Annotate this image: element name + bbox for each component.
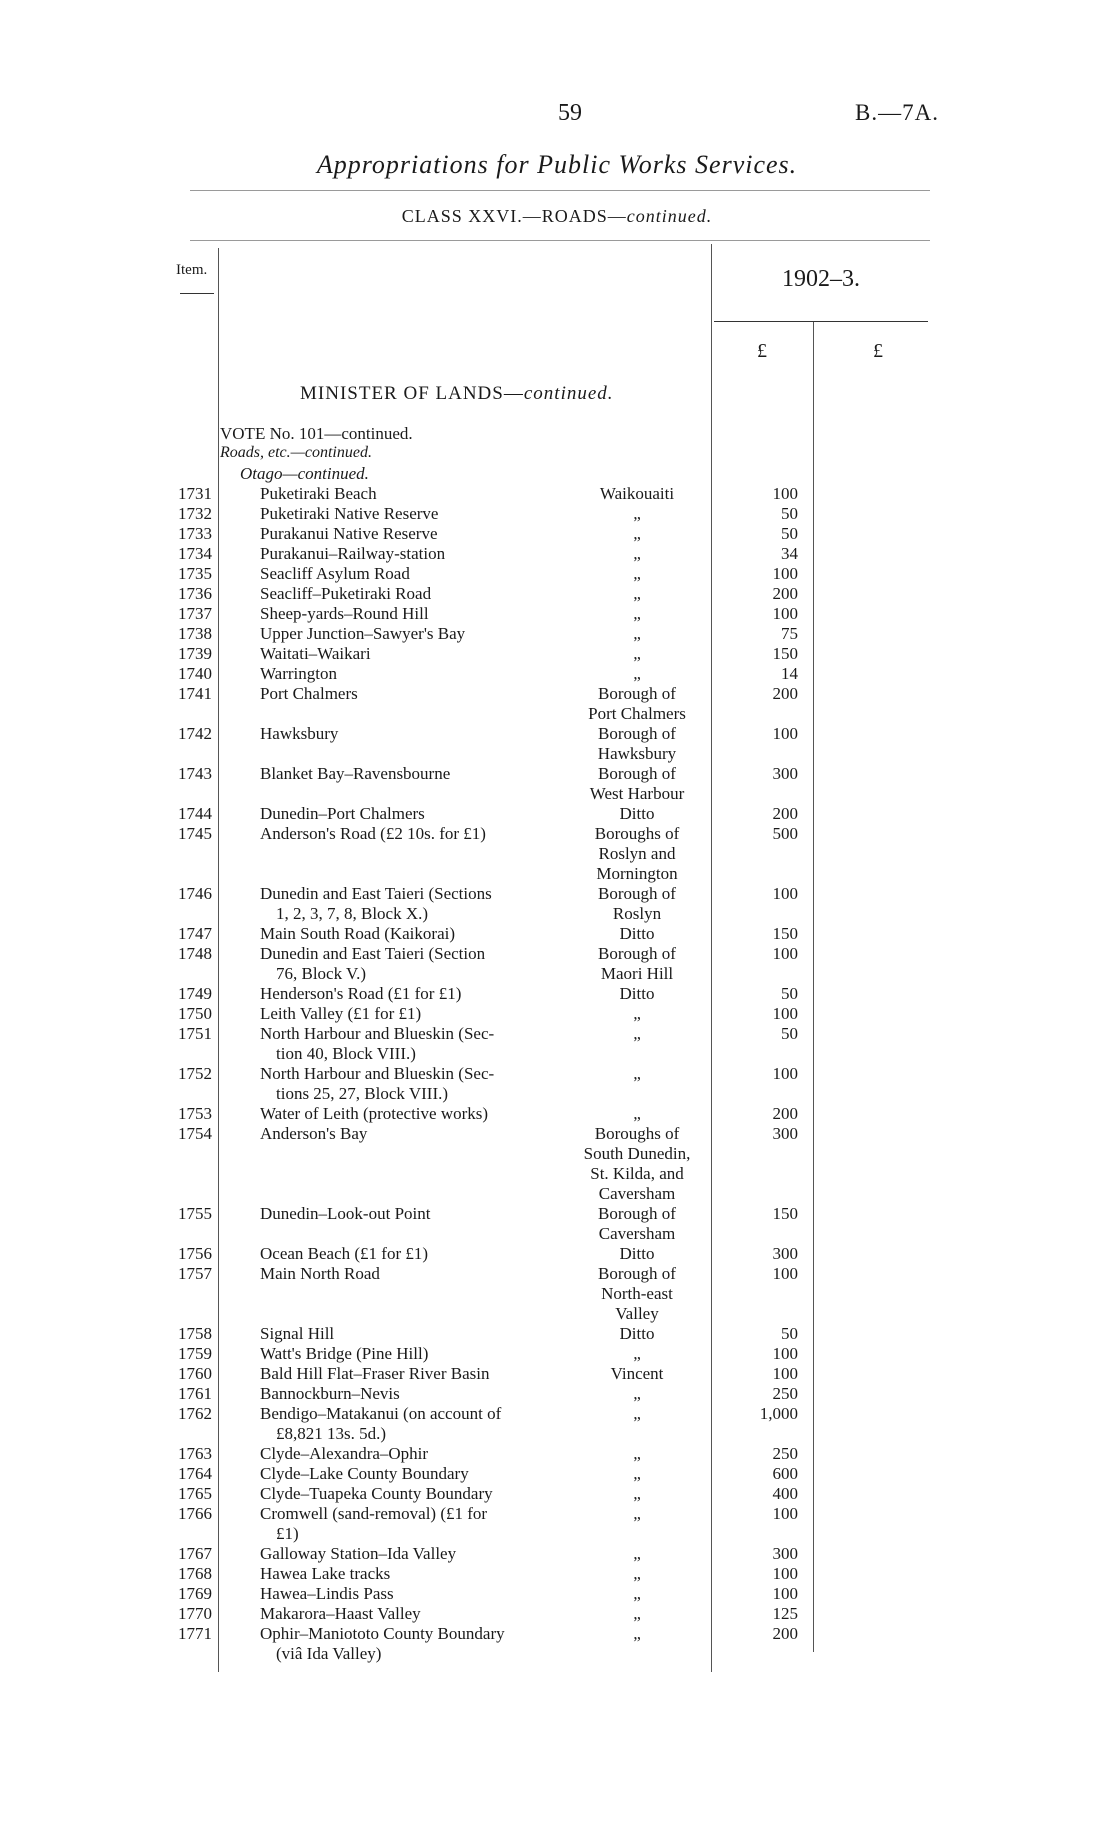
road-description [260,1404,570,1444]
description-line: Cromwell (sand-removal) (£1 for [260,1504,488,1523]
road-description [260,824,570,844]
road-description [260,644,570,664]
item-number: 1740 [178,664,212,683]
district-name [568,1364,706,1384]
item-number: 1757 [178,1264,212,1283]
item-number: 1758 [178,1324,212,1343]
district-name [568,824,706,884]
item-number: 1742 [178,724,212,743]
amount-value: 150 [772,644,798,663]
district-name [568,1324,706,1344]
district-heading: Otago—continued. [240,464,369,483]
roads-heading: Roads, etc.—continued. [220,444,372,461]
description-line: Watt's Bridge (Pine Hill) [260,1344,429,1363]
district-name [568,504,706,524]
item-column-divider [218,248,219,1672]
district-line: Waikouaiti [599,484,675,503]
item-number: 1739 [178,644,212,663]
district-line: „ [633,1064,641,1083]
description-line: Main North Road [260,1264,380,1283]
amount-value: 100 [772,1504,798,1523]
district-line: Boroughs of [594,824,680,843]
district-line: „ [633,1344,641,1363]
district-name [568,1064,706,1084]
item-number: 1761 [178,1384,212,1403]
district-line: „ [633,644,641,663]
amount-value: 50 [781,504,798,523]
district-name [568,584,706,604]
description-line: Dunedin–Look-out Point [260,1204,431,1223]
district-name [568,644,706,664]
item-number: 1765 [178,1484,212,1503]
description-line: Hawea–Lindis Pass [260,1584,394,1603]
minister-heading: MINISTER OF LANDS—continued. [300,383,614,404]
amount-value: 50 [781,1024,798,1043]
amount-value: 100 [772,564,798,583]
amount-value: 300 [772,764,798,783]
district-line: Hawksbury [597,744,677,763]
district-name [568,544,706,564]
amount-value: 250 [772,1384,798,1403]
district-name [568,1404,706,1424]
district-name [568,724,706,764]
item-number: 1741 [178,684,212,703]
district-line: South Dunedin, [583,1144,691,1163]
district-name [568,624,706,644]
district-line: Borough of [598,944,676,963]
district-name [568,764,706,804]
title-rule [190,190,930,191]
district-line: Port Chalmers [588,704,686,723]
description-line: Hawksbury [260,724,339,743]
road-description [260,1104,570,1124]
road-description [260,604,570,624]
district-line: „ [633,564,641,583]
district-name [568,604,706,624]
district-line: Valley [615,1304,659,1323]
road-description [260,764,570,784]
item-column-header: Item. [176,262,208,278]
description-line: Hawea Lake tracks [260,1564,391,1583]
item-number: 1755 [178,1204,212,1223]
district-name [568,1584,706,1604]
description-line: North Harbour and Blueskin (Sec- [260,1064,495,1083]
amount-value: 100 [772,604,798,623]
district-name [568,1504,706,1524]
district-line: Mornington [596,864,678,883]
road-description [260,484,570,504]
item-number: 1748 [178,944,212,963]
district-line: Borough of [598,1204,676,1223]
district-name [568,1204,706,1244]
district-name [568,1344,706,1364]
district-name [568,1104,706,1124]
amount-value: 100 [772,944,798,963]
amount-value: 200 [772,584,798,603]
district-name [568,1604,706,1624]
district-name [568,1384,706,1404]
amount-value: 100 [772,484,798,503]
district-name [568,1004,706,1024]
amount-value: 150 [772,924,798,943]
amount-value: 200 [772,684,798,703]
district-line: Borough of [598,684,676,703]
district-name [568,1564,706,1584]
amount-value: 150 [772,1204,798,1223]
item-number: 1751 [178,1024,212,1043]
item-number: 1734 [178,544,212,563]
description-line: Ocean Beach (£1 for £1) [260,1244,429,1263]
district-line: Maori Hill [600,964,674,983]
district-line: „ [633,1404,641,1423]
description-continuation: tion 40, Block VIII.) [276,1044,416,1063]
description-line: Upper Junction–Sawyer's Bay [260,624,466,643]
amount-value: 250 [772,1444,798,1463]
description-continuation: £8,821 13s. 5d.) [276,1424,387,1443]
road-description [260,1464,570,1484]
amount-value: 125 [772,1604,798,1623]
district-line: „ [633,1384,641,1403]
item-number: 1760 [178,1364,212,1383]
item-number: 1737 [178,604,212,623]
description-line: Blanket Bay–Ravensbourne [260,764,451,783]
district-line: Roslyn [612,904,662,923]
item-number: 1756 [178,1244,212,1263]
road-description [260,1364,570,1384]
district-line: Borough of [598,764,676,783]
item-number: 1745 [178,824,212,843]
district-name [568,564,706,584]
document-reference: B.—7A. [855,100,939,125]
district-line: Borough of [598,1264,676,1283]
item-number: 1759 [178,1344,212,1363]
district-line: „ [633,1624,641,1643]
description-line: Dunedin–Port Chalmers [260,804,425,823]
item-number: 1766 [178,1504,212,1523]
description-line: Main South Road (Kaikorai) [260,924,455,943]
road-description [260,564,570,584]
district-name [568,924,706,944]
district-line: „ [633,1564,641,1583]
item-number: 1749 [178,984,212,1003]
district-line: „ [633,584,641,603]
road-description [260,1264,570,1284]
district-line: Caversham [598,1184,676,1203]
district-name [568,984,706,1004]
item-number: 1763 [178,1444,212,1463]
road-description [260,1564,570,1584]
district-name [568,1624,706,1644]
year-column-header: 1902–3. [782,266,860,292]
amount-value: 100 [772,1564,798,1583]
district-name [568,1544,706,1564]
road-description [260,924,570,944]
amount-value: 34 [781,544,798,563]
district-name [568,804,706,824]
road-description [260,1064,570,1104]
amount-value: 100 [772,724,798,743]
item-number: 1769 [178,1584,212,1603]
item-number: 1770 [178,1604,212,1623]
district-line: Ditto [619,924,655,943]
district-line: Borough of [598,884,676,903]
amount-value: 100 [772,1344,798,1363]
item-number: 1733 [178,524,212,543]
district-line: „ [633,1484,641,1503]
district-name [568,1124,706,1204]
description-line: Dunedin and East Taieri (Section [260,944,486,963]
district-line: „ [633,1444,641,1463]
item-number: 1768 [178,1564,212,1583]
description-line: Water of Leith (protective works) [260,1104,489,1123]
road-description [260,1004,570,1024]
district-name [568,484,706,504]
amount-value: 200 [772,1624,798,1643]
header-rule [190,240,930,241]
description-continuation: (viâ Ida Valley) [276,1644,382,1663]
amount-value: 100 [772,1364,798,1383]
district-name [568,664,706,684]
road-description [260,984,570,1004]
district-line: „ [633,1504,641,1523]
road-description [260,724,570,744]
item-header-rule [180,293,214,294]
amount-value: 100 [772,1584,798,1603]
road-description [260,624,570,644]
description-line: Leith Valley (£1 for £1) [260,1004,422,1023]
description-line: Clyde–Lake County Boundary [260,1464,469,1483]
district-line: „ [633,544,641,563]
amount-value: 50 [781,1324,798,1343]
district-name [568,684,706,724]
description-continuation: 1, 2, 3, 7, 8, Block X.) [276,904,429,923]
district-line: „ [633,524,641,543]
item-number: 1767 [178,1544,212,1563]
district-line: Roslyn and [598,844,676,863]
amount-value: 300 [772,1124,798,1143]
description-line: Galloway Station–Ida Valley [260,1544,457,1563]
amount-value: 75 [781,624,798,643]
item-number: 1754 [178,1124,212,1143]
road-description [260,1584,570,1604]
road-description [260,1484,570,1504]
item-number: 1746 [178,884,212,903]
amount-value: 300 [772,1544,798,1563]
description-continuation: £1) [276,1524,299,1543]
district-line: „ [633,504,641,523]
description-continuation: tions 25, 27, Block VIII.) [276,1084,449,1103]
amount-value: 600 [772,1464,798,1483]
road-description [260,1624,570,1664]
district-name [568,1444,706,1464]
road-description [260,884,570,924]
district-name [568,1264,706,1324]
amount-value: 50 [781,524,798,543]
description-line: Warrington [260,664,337,683]
description-line: Bannockburn–Nevis [260,1384,400,1403]
description-line: North Harbour and Blueskin (Sec- [260,1024,495,1043]
year-rule [714,321,928,322]
description-line: Sheep-yards–Round Hill [260,604,429,623]
description-line: Bald Hill Flat–Fraser River Basin [260,1364,490,1383]
description-line: Makarora–Haast Valley [260,1604,421,1623]
description-line: Signal Hill [260,1324,335,1343]
class-heading: CLASS XXVI.—ROADS—continued. [401,206,713,226]
page-title: Appropriations for Public Works Services. [316,150,798,179]
road-description [260,804,570,824]
district-line: „ [633,1104,641,1123]
district-line: Ditto [619,804,655,823]
item-number: 1731 [178,484,212,503]
road-description [260,584,570,604]
amount-value: 500 [772,824,798,843]
description-line: Port Chalmers [260,684,358,703]
amount-value: 50 [781,984,798,1003]
district-line: North-east [601,1284,673,1303]
district-line: Ditto [619,1244,655,1263]
item-number: 1743 [178,764,212,783]
district-name [568,1484,706,1504]
description-line: Clyde–Alexandra–Ophir [260,1444,429,1463]
road-description [260,1604,570,1624]
description-line: Puketiraki Beach [260,484,377,503]
amount-value: 300 [772,1244,798,1263]
pound-sign-col2: £ [873,340,883,362]
district-name [568,1464,706,1484]
district-line: Vincent [610,1364,664,1383]
description-line: Waitati–Waikari [260,644,371,663]
amount-value: 100 [772,1064,798,1083]
item-number: 1762 [178,1404,212,1423]
district-line: „ [633,1024,641,1043]
road-description [260,1504,570,1544]
road-description [260,684,570,704]
district-name [568,944,706,984]
road-description [260,544,570,564]
description-line: Seacliff–Puketiraki Road [260,584,432,603]
item-number: 1735 [178,564,212,583]
item-number: 1771 [178,1624,212,1643]
district-line: Borough of [598,724,676,743]
item-number: 1753 [178,1104,212,1123]
item-number: 1750 [178,1004,212,1023]
road-description [260,1204,570,1224]
district-line: Ditto [619,984,655,1003]
description-line: Anderson's Road (£2 10s. for £1) [260,824,486,843]
road-description [260,1244,570,1264]
amount-value: 1,000 [759,1404,798,1423]
district-name [568,1244,706,1264]
amount-value: 100 [772,1004,798,1023]
item-number: 1736 [178,584,212,603]
pound-sign-col1: £ [757,340,767,362]
description-line: Anderson's Bay [260,1124,368,1143]
district-line: Ditto [619,1324,655,1343]
district-line: „ [633,1004,641,1023]
district-line: „ [633,1464,641,1483]
amount-value: 200 [772,804,798,823]
road-description [260,524,570,544]
description-line: Bendigo–Matakanui (on account of [260,1404,502,1423]
description-line: Purakanui Native Reserve [260,524,438,543]
district-line: „ [633,1584,641,1603]
description-continuation: 76, Block V.) [276,964,367,983]
item-number: 1738 [178,624,212,643]
amount-value: 200 [772,1104,798,1123]
road-description [260,1544,570,1564]
district-line: „ [633,664,641,683]
item-number: 1752 [178,1064,212,1083]
amount-value: 14 [781,664,798,683]
amount-value: 100 [772,1264,798,1283]
item-number: 1744 [178,804,212,823]
description-line: Ophir–Maniototo County Boundary [260,1624,505,1643]
item-number: 1732 [178,504,212,523]
description-line: Purakanui–Railway-station [260,544,446,563]
description-line: Seacliff Asylum Road [260,564,410,583]
road-description [260,1024,570,1064]
road-description [260,944,570,984]
district-line: West Harbour [589,784,685,803]
amount-value: 400 [772,1484,798,1503]
item-number: 1747 [178,924,212,943]
road-description [260,1444,570,1464]
page-number: 59 [558,100,582,126]
district-line: St. Kilda, and [590,1164,684,1183]
vote-heading: VOTE No. 101—continued. [220,424,413,443]
district-line: „ [633,1544,641,1563]
district-line: „ [633,1604,641,1623]
district-name [568,884,706,924]
district-name [568,524,706,544]
description-line: Puketiraki Native Reserve [260,504,439,523]
description-line: Dunedin and East Taieri (Sections [260,884,492,903]
road-description [260,664,570,684]
road-description [260,1384,570,1404]
item-number: 1764 [178,1464,212,1483]
road-description [260,1344,570,1364]
description-line: Henderson's Road (£1 for £1) [260,984,462,1003]
district-line: Boroughs of [594,1124,680,1143]
road-description [260,1124,570,1144]
district-name [568,1024,706,1044]
amount-value: 100 [772,884,798,903]
description-line: Clyde–Tuapeka County Boundary [260,1484,493,1503]
district-line: „ [633,624,641,643]
amount-column-divider [813,322,814,1652]
road-description [260,504,570,524]
road-description [260,1324,570,1344]
district-line: Caversham [598,1224,676,1243]
district-line: „ [633,604,641,623]
